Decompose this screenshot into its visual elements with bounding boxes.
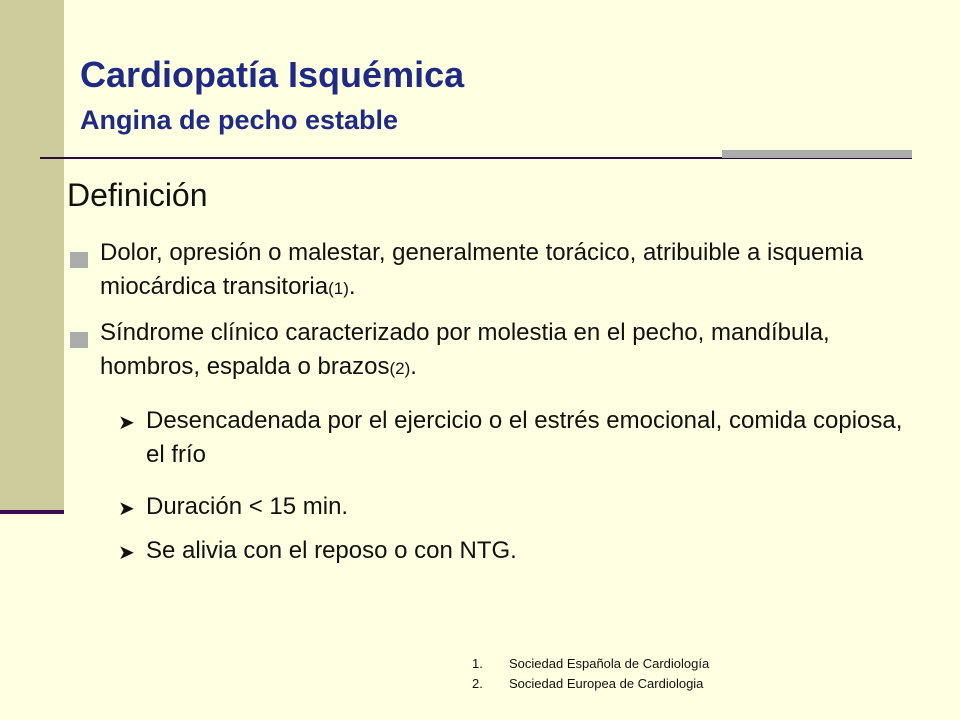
- sub-bullet-item: Duración < 15 min.: [146, 493, 349, 520]
- section-heading: Definición: [67, 177, 208, 213]
- slide-title: Cardiopatía Isquémica: [80, 54, 465, 95]
- bullet-text: Dolor, opresión o malestar, generalmente torácico, atribuible a isquemia miocárdica transitoria: [100, 239, 864, 300]
- bullet-end: .: [348, 273, 356, 300]
- footnotes: [472, 654, 709, 694]
- sub-bullet-item: Se alivia con el reposo o con NTG.: [146, 537, 517, 564]
- footnote-number: 1.: [472, 656, 483, 671]
- square-bullet-icon: [70, 252, 88, 268]
- divider-accent: [722, 150, 912, 158]
- footnote-text: Sociedad Europea de Cardiologia: [509, 676, 704, 691]
- square-bullet-icon: [70, 332, 88, 348]
- footnote-text: Sociedad Española de Cardiología: [509, 656, 710, 671]
- bullet-text: Síndrome clínico caracterizado por molestia en el pecho, mandíbula, hombros, espalda o brazos: [100, 319, 830, 380]
- sidebar-underline: [0, 510, 64, 514]
- sub-bullet-item: Desencadenada por el ejercicio o el estrés emocional, comida copiosa, el frío: [146, 407, 903, 468]
- reference-marker: (1): [328, 279, 349, 298]
- arrowhead-bullet-icon: ➤: [118, 542, 135, 564]
- bullet-item: [100, 316, 920, 386]
- arrowhead-bullet-icon: ➤: [118, 412, 135, 434]
- bullet-item: [100, 236, 920, 306]
- slide-subtitle: Angina de pecho estable: [80, 105, 399, 135]
- footnote-row: [472, 674, 709, 694]
- footnote-row: [472, 654, 709, 674]
- arrowhead-bullet-icon: ➤: [118, 498, 135, 520]
- footnote-number: 2.: [472, 676, 483, 691]
- reference-marker: (2): [389, 359, 411, 378]
- bullet-end: .: [410, 353, 417, 380]
- sidebar-decoration: [0, 0, 64, 510]
